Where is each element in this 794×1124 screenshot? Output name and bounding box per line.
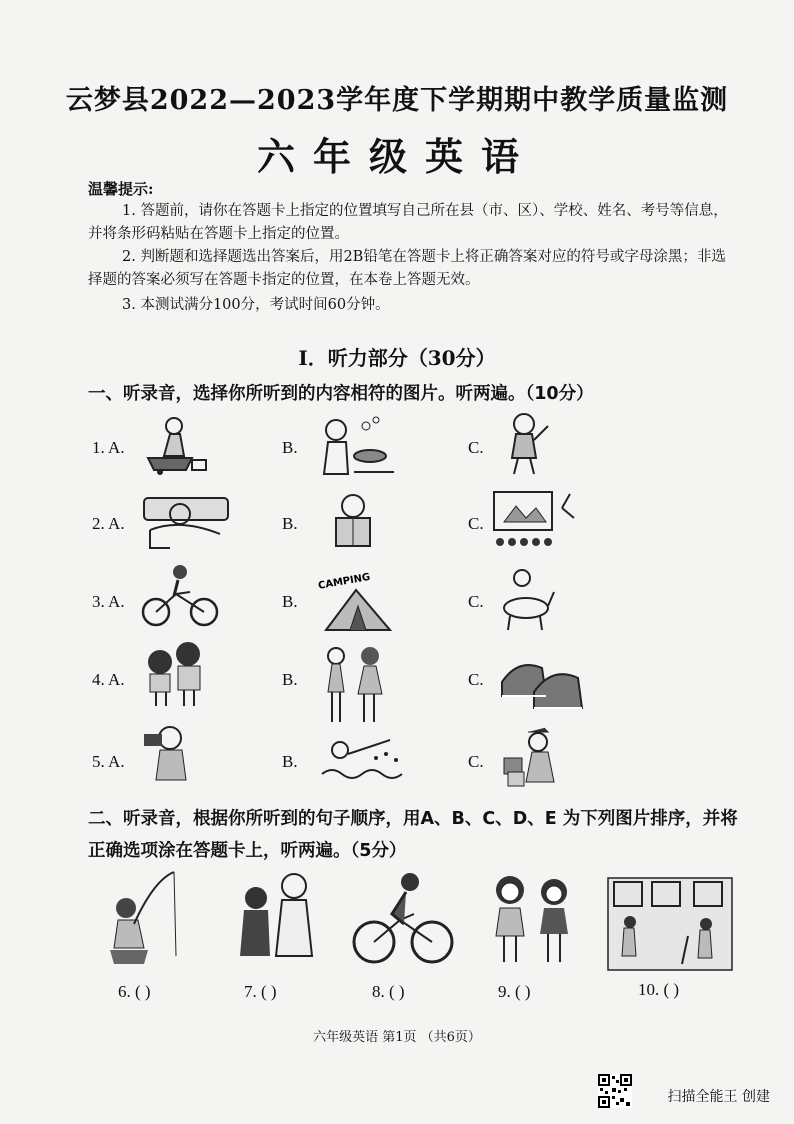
question-number: 1. A. xyxy=(92,438,125,457)
tip-3: 3. 本测试满分100分，考试时间60分钟。 xyxy=(122,297,390,313)
two-girls-picture xyxy=(320,642,390,726)
gardening-picture xyxy=(140,414,210,474)
exam-subtitle: 六年级英语 xyxy=(256,134,537,179)
answer-blank-6[interactable]: 6. ( ) xyxy=(118,982,151,1001)
cycling-girl-picture xyxy=(352,870,452,966)
tips-heading: 温馨提示: xyxy=(88,180,154,198)
horse-riding-picture xyxy=(494,566,558,632)
swimming-picture xyxy=(320,734,410,782)
sleeping-picture xyxy=(140,490,232,552)
option-b-label: B. xyxy=(282,752,298,771)
option-c-label: C. xyxy=(468,592,484,611)
doctor-picture xyxy=(234,866,320,966)
answer-blank-10[interactable]: 10. ( ) xyxy=(638,980,680,999)
section2-heading: 二、听录音，根据你所听到的句子顺序，用A、B、C、D、E 为下列图片排序，并将正确选项涂在答题卡上，听两遍。（5分） xyxy=(88,809,738,861)
option-c-label: C. xyxy=(468,514,484,533)
question-number: 3. A. xyxy=(92,592,125,611)
question-number: 4. A. xyxy=(92,670,125,689)
two-boys-picture xyxy=(140,638,212,708)
scanner-watermark: 扫描全能王 创建 xyxy=(667,1089,770,1105)
reading-picture xyxy=(328,492,378,552)
page-footer: 六年级英语 第1页 （共6页） xyxy=(313,1030,481,1045)
two-girls-talking-picture xyxy=(488,872,578,966)
cycling-picture xyxy=(140,562,222,628)
taking-photo-picture xyxy=(140,724,196,788)
girl-with-gifts-picture xyxy=(498,728,562,790)
option-c-label: C. xyxy=(468,670,484,689)
question-number: 2. A. xyxy=(92,514,125,533)
option-b-label: B. xyxy=(282,514,298,533)
question-number: 5. A. xyxy=(92,752,125,771)
qr-code-icon xyxy=(598,1074,632,1108)
camping-picture xyxy=(316,572,396,634)
answer-blank-8[interactable]: 8. ( ) xyxy=(372,982,405,1001)
sneakers-picture xyxy=(498,652,588,712)
part-title: Ⅰ．听力部分（30分） xyxy=(298,346,496,370)
option-b-label: B. xyxy=(282,438,298,457)
cleaning-picture xyxy=(606,876,734,972)
option-b-label: B. xyxy=(282,670,298,689)
fishing-picture xyxy=(104,870,184,970)
section1-heading: 一、听录音，选择你所听到的内容相符的图片。听两遍。（10分） xyxy=(88,384,594,404)
tip-2: 2. 判断题和选择题选出答案后，用2B铅笔在答题卡上将正确答案对应的符号或字母涂黑；非选择题的答案必须写在答题卡指定的位置，在本卷上答题无效。 xyxy=(88,249,726,288)
cooking-picture xyxy=(318,416,398,476)
girl-playing-picture xyxy=(496,410,556,476)
option-c-label: C. xyxy=(468,438,484,457)
answer-blank-9[interactable]: 9. ( ) xyxy=(498,982,531,1001)
exam-title: 云梦县2022—2023学年度下学期期中教学质量监测 xyxy=(65,85,729,116)
watching-movie-picture xyxy=(490,488,580,556)
answer-blank-7[interactable]: 7. ( ) xyxy=(244,982,277,1001)
tip-1: 1. 答题前，请你在答题卡上指定的位置填写自己所在县（市、区）、学校、姓名、考号等信息，并将条形码粘贴在答题卡上指定的位置。 xyxy=(88,203,728,242)
option-b-label: B. xyxy=(282,592,298,611)
camping-text: CAMPING xyxy=(317,571,372,592)
option-c-label: C. xyxy=(468,752,484,771)
